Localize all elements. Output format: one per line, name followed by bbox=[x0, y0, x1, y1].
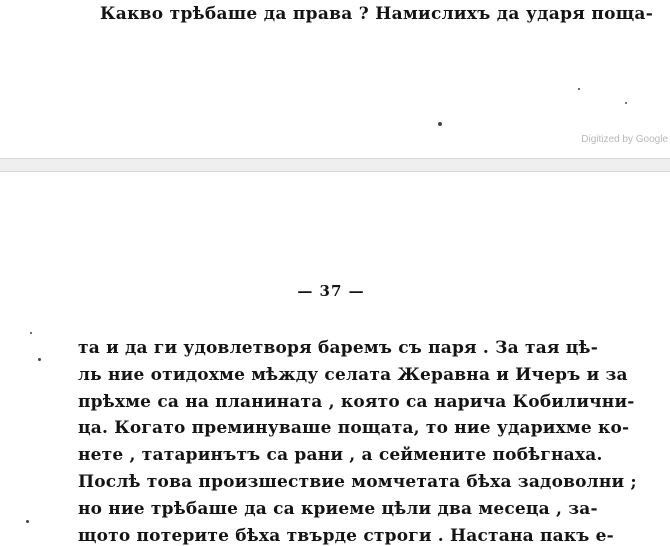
speck-mark bbox=[578, 88, 580, 90]
current-page bbox=[0, 172, 670, 546]
speck-mark bbox=[438, 122, 442, 126]
speck-mark bbox=[38, 358, 41, 361]
digitized-watermark: Digitized by Google bbox=[581, 134, 668, 145]
previous-page-last-line: Какво трѣбаше да права ? Намислихъ да ударя поща- bbox=[100, 4, 654, 24]
text-line: нете , татаринътъ са рани , а сеймените побѣгнаха. bbox=[78, 445, 603, 466]
text-line: ца. Когато преминуваше пощата, то ние ударихме ко- bbox=[78, 418, 630, 439]
speck-mark bbox=[26, 520, 29, 523]
previous-page-fragment bbox=[0, 0, 670, 158]
text-line: та и да ги удовлетворя баремъ съ паря . За тая цѣ- bbox=[78, 338, 598, 358]
text-line: ль ние отидохме мѣжду селата Жеравна и Ичеръ и за bbox=[78, 364, 628, 385]
page-body-text bbox=[78, 335, 637, 546]
page-separator bbox=[0, 158, 670, 172]
page-number: — 37 — bbox=[297, 282, 365, 300]
speck-mark bbox=[30, 332, 32, 334]
text-line: прѣхме са на планината , която са нарича Кобилични- bbox=[78, 391, 635, 412]
text-line: щото потерите бѣха твърде строги . Настана пакъ е- bbox=[78, 525, 614, 546]
text-line: но ние трѣбаше да са криеме цѣли два месеца , за- bbox=[78, 498, 598, 519]
speck-mark bbox=[625, 102, 627, 104]
text-line: Послѣ това произшествие момчетата бѣха задоволни ; bbox=[78, 471, 637, 492]
